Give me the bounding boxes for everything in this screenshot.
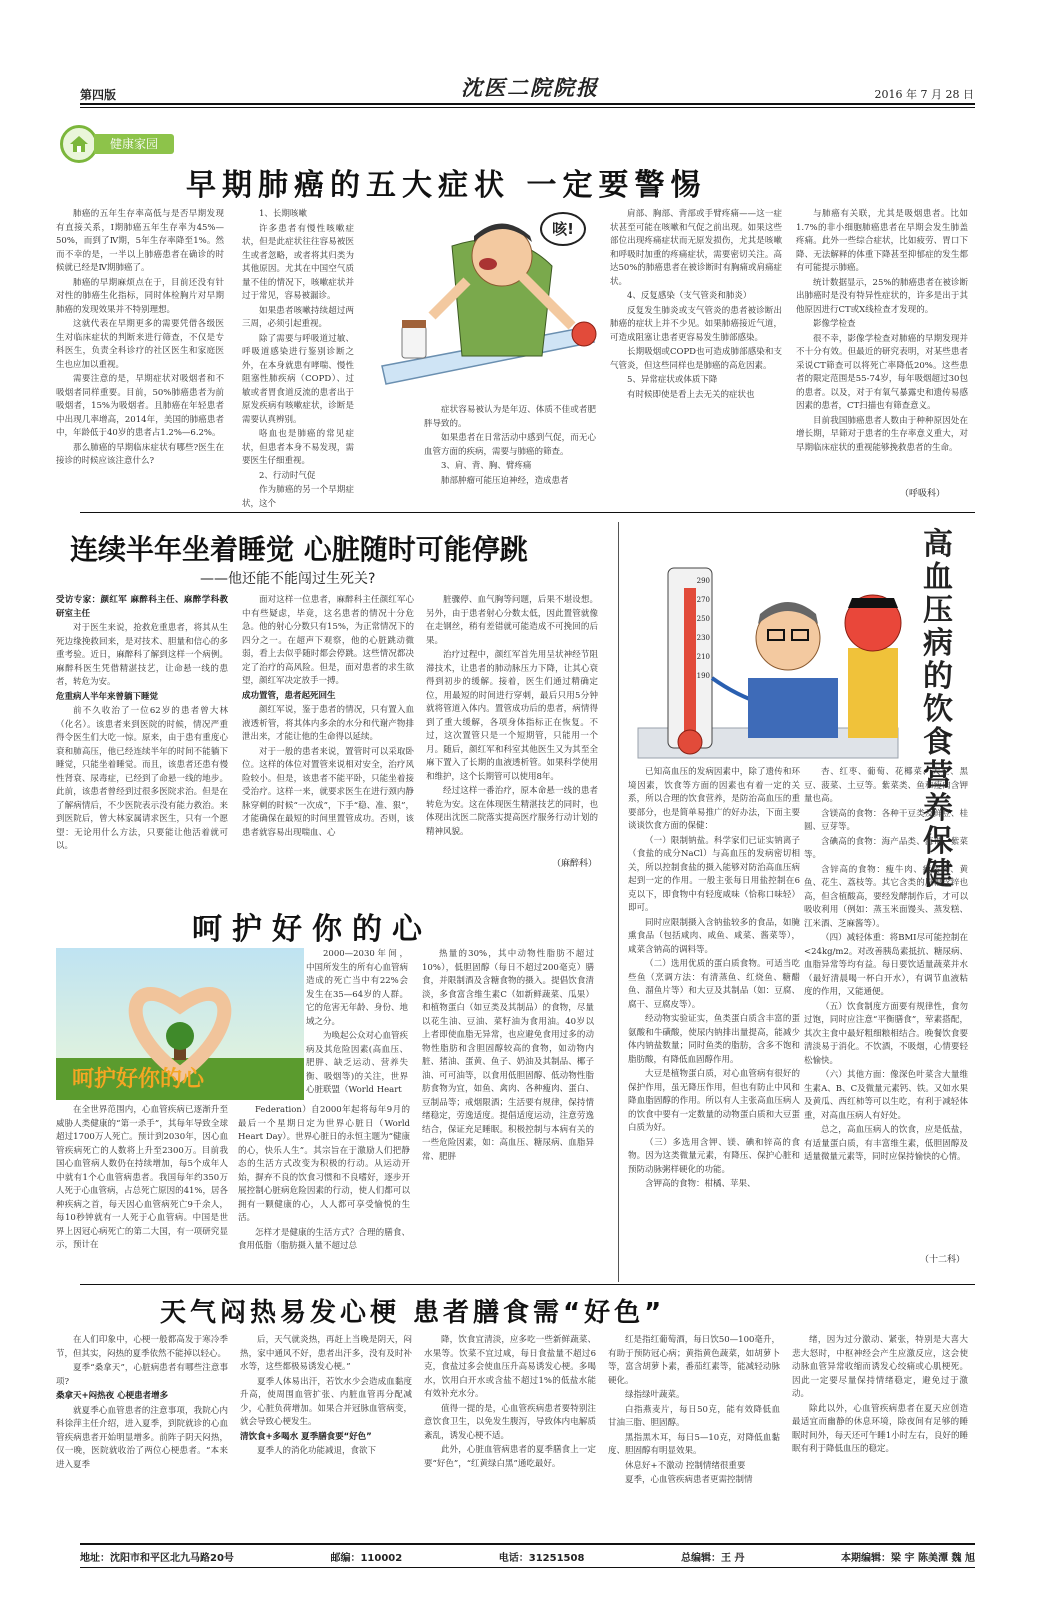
title-char: 食: [923, 725, 953, 760]
paragraph: 清饮食+多喝水 夏季膳食要“好色”: [240, 1431, 372, 1442]
gauge-tick: 270: [696, 596, 710, 604]
paragraph: 那么肺癌的早期临床症状有哪些?医生在接诊的时候应该注意什么?: [56, 442, 224, 466]
paragraph: 危重病人半年来曾躺下睡觉: [56, 691, 159, 702]
paragraph: 前不久收治了一位62岁的患者曾大林（化名）。该患者来到医院的时候，情况严重得令医生们大吃一惊。原来，由于患有重度心衰和肺高压，他已经连续半年的时间不能躺下睡觉，只能坐着睡觉。而且，该患者还患有慢性肾衰、尿毒症，已经到了命悬一线的地步。此前，该患者曾经到过很多医院求治。但是在了解病情后，不少医院表示没有能力救治。来到医院后，曾大林家属请求医生，只有一个愿望：无论用什么方法，只要能让他活着就可以。: [56, 706, 228, 851]
article2-title: 连续半年坐着睡觉 心脏随时可能停跳: [70, 533, 528, 566]
issue-date: 2016 年 7 月 28 日: [874, 88, 974, 101]
article5-title: 天气闷热易发心梗 患者膳食需“好色”: [160, 1298, 666, 1328]
paragraph: （一）限制钠盐。科学家们已证实钠离子（食盐的成分NaCl）与高血压的发病密切相关，所以控制食盐的摄入能够对防治高血压病起到一定的作用。一般主张每日用盐控制在6克以下，即食物中有轻度咸味（恰称口味轻）即可。: [628, 835, 800, 913]
paragraph: 为唤起公众对心血管疾病及其危险因素(高血压、肥胖、缺乏运动、营养失衡、吸烟等)的关注，世界心脏联盟（World Heart: [306, 1031, 409, 1095]
paragraph: 如果患者咳嗽持续超过两三周，必须引起重视。: [242, 305, 354, 329]
paragraph: 有时候即使是看上去无关的症状也: [627, 389, 755, 400]
paragraph: 如果患者在日常活动中感到气促，而无心血管方面的疾病，需要与肺癌的筛查。: [424, 433, 596, 457]
paragraph: 许多患者有慢性咳嗽症状，但是此症状往往容易被医生或者忽略，或者将其归类为其他原因。尤其在中国空气质量不佳的情况下，咳嗽症状并过于常见，容易被漏诊。: [242, 223, 354, 301]
paragraph: 受访专家：颜红军 麻醉科主任、麻醉学科教研室主任: [56, 595, 228, 619]
paragraph: 脏骤停、血气胸等问题，后果不堪设想。另外，由于患者射心分数太低，因此置管就像在走钢丝，稍有差错就可能造成不可挽回的后果。: [426, 595, 598, 646]
cough-speech-bubble: 咳!: [540, 212, 586, 246]
article4-col1: [306, 948, 408, 1104]
paragraph: 红是指红葡萄酒，每日饮50—100毫升，有助于预防冠心病；黄指黄色蔬菜，如胡萝卜等，富含胡萝卜素，番茄红素等，能减轻动脉硬化。: [608, 1335, 780, 1386]
gauge-tick: 290: [696, 577, 710, 585]
paragraph: 经过这样一番治疗，原本命悬一线的患者转危为安。这在体现医生精湛技艺的同时，也体现出沈医二院落实提高医疗服务行动计划的精神风貌。: [426, 786, 598, 837]
paragraph: 对于一般的患者来说，置管时可以采取卧位。这样的体位对置管来说相对安全，治疗风险较小。但是，该患者不能平卧，只能坐着接受治疗。这样一来，就要求医生在进行颈内静脉穿刺的时候“一次成”，下手“稳、准、狠”，才能确保在最短的时间里置管成功。否则，该患者就容易出现喘血、心: [242, 746, 414, 838]
paragraph: 肺癌的五年生存率高低与是否早期发现有直接关系，Ⅰ期肺癌五年生存率为45%—50%，而到了Ⅳ期，5年生存率降至1%。然而不幸的是，一半以上肺癌患者在确诊的时候就已经是Ⅳ期肺癌了。: [56, 209, 224, 273]
paragraph: 5、异常症状或体质下降: [627, 375, 718, 385]
paragraph: 肺部肿瘤可能压迫神经，造成患者: [441, 475, 569, 486]
paragraph: 治疗过程中，颜红军首先用呈状神经节阻滞技术，让患者的肺动脉压力下降，让其心衰得到初步的缓解。接着，医生们通过精确定位，用最短的时间进行穿刺，最后只用5分钟就将管道入体内。置管成功后的患者，病情得到了重大缓解，各项身体指标正在恢复。不过，这次置管只是一个短期管，只能用一个月。随后，颜红军和科室其他医生又为其至全麻下置入了长期的血液透析管。如果科学使用和维护，这个长期管可以使用8年。: [426, 650, 598, 782]
gauge-tick: 210: [696, 653, 710, 661]
divider-rule-1: [80, 512, 975, 513]
section-tag: [60, 124, 174, 164]
photo-caption: 呵护好你的心: [72, 1067, 205, 1092]
paragraph: 桑拿天+闷热夜 心梗患者增多: [56, 1391, 169, 1401]
article5-col4: [608, 1334, 780, 1538]
article2-col2: [242, 594, 414, 886]
article2-subtitle: ——他还能不能闯过生死关?: [200, 571, 376, 587]
blood-pressure-illustration: [628, 528, 906, 764]
article5-col5: [792, 1334, 968, 1538]
paragraph: 降，饮食宜清淡，应多吃一些新鲜蔬菜、水果等。饮菜不宜过咸，每日食盐量不超过6克，食盐过多会使血压升高易诱发心梗。多喝水，饮用白开水或含盐不超过1%的低盐水能有效补充水分。: [424, 1335, 596, 1399]
paragraph: 1、长期咳嗽: [259, 209, 307, 219]
paragraph: 症状容易被认为是年迈、体质不佳或者肥胖导致的。: [424, 405, 596, 429]
article3-col2: [804, 766, 968, 1236]
divider-rule-2: [80, 1284, 975, 1285]
paragraph: 面对这样一位患者，麻醉科主任颜红军心中有些疑虑，毕竟，这名患者的情况十分危急。他的射心分数只有15%，为正常情况下的四分之一。在超声下观察，他的心脏跳动微弱，看上去似乎随时都会停跳。这些情况都决定了治疗的高风险。但是，面对患者的求生欲望，颜红军决定放手一搏。: [242, 595, 414, 686]
paragraph: 大豆是植物蛋白质，对心血管病有很好的保护作用，虽无降压作用，但也有防止中风和降血脂固醇的作用。所以有人主张高血压病人的饮食中要有一定数量的动物蛋白质和大豆蛋白质为好。: [628, 1069, 800, 1133]
paragraph: 含钾高的食物：柑橘、苹果、: [645, 1179, 756, 1189]
title-char: 健: [923, 857, 953, 892]
article4-title: 呵护好你的心: [192, 912, 432, 947]
header-rule: [80, 103, 975, 105]
title-char: 血: [923, 560, 953, 595]
paragraph: 除此以外，心血管疾病患者在夏天应创造最适宜而幽静的休息环境，除夜间有足够的睡眠时间外，每天还可午睡1小时左右，良好的睡眠有利于降低血压的稳定。: [792, 1403, 968, 1454]
article1-title: 早期肺癌的五大症状 一定要警惕: [186, 168, 707, 203]
paragraph: 值得一提的是，心血管疾病患者要特别注意饮食卫生，以免发生腹泻，导致体内电解质紊乱，诱发心梗不适。: [424, 1403, 596, 1441]
paragraph: 就夏季心血管患者的注意事项，我院心内科徐萍主任介绍，进入夏季，到院就诊的心血管疾病患者开始明显增多。前阵子阴天闷热，仅一晚，医院就收治了两位心梗患者。“本来进入夏季: [56, 1405, 228, 1470]
paragraph: 统计数据显示，25%的肺癌患者在被诊断出肺癌时是没有特异性症状的，许多是出于其他原因进行CT或X线检查才发现的。: [796, 277, 968, 315]
paragraph: 白指燕麦片，每日50克，能有效降低血甘油三脂、胆固醇。: [608, 1404, 780, 1428]
article1-col5: [796, 208, 968, 484]
paragraph: 在人们印象中，心梗一般都高发于寒冷季节，但其实，闷热的夏季依然不能掉以轻心。: [56, 1335, 228, 1359]
paragraph: 这就代表在早期更多的需要凭借各级医生对临床症状的判断来进行筛查，不仅是专科医生，负责全科诊疗的社区医生和家庭医生也应加以重视。: [56, 319, 224, 370]
paragraph: （二）选用优质的蛋白质食物。可适当吃些鱼（烹调方法：有清蒸鱼、红烧鱼、糖醋鱼、溜鱼片等）和大豆及其制品（如：豆腐、腐干、豆腐皮等）。: [628, 959, 800, 1010]
paragraph: 4、反复感染（支气管炎和肺炎）: [627, 291, 752, 301]
paragraph: 夏季，心血管疾病患者更需控制情: [625, 1475, 753, 1485]
paragraph: 绿指绿叶蔬菜。: [625, 1390, 685, 1400]
paragraph: 3、肩、背、胸、臂疼痛: [441, 461, 532, 471]
paragraph: 夏季“桑拿天”，心脏病患者有哪些注意事项?: [56, 1363, 228, 1387]
paragraph: 咯血也是肺癌的常见症状，但患者本身不易发现，需要医生仔细重视。: [242, 429, 354, 466]
house-icon: [60, 125, 98, 163]
section-tag-label: 健康家园: [94, 134, 174, 154]
paragraph: 总之，高血压病人的饮食，应是低盐，有适量蛋白质，有丰富维生素，低胆固醇及适量微量元素等，同时应保持愉快的心情。: [804, 1125, 968, 1162]
paragraph: 黑指黑木耳，每日5—10克，对降低血黏度、胆固醇有明显效果。: [608, 1432, 780, 1456]
paragraph: 肺癌的早期麻烦点在于，目前还没有针对性的肺癌生化指标，同时体检胸片对早期肺癌的发现效果并不特别理想。: [56, 277, 224, 315]
coughing-man-illustration: [362, 206, 602, 402]
article1-col3: [424, 404, 596, 500]
footer-issue-editors: 本期编辑：梁 宇 陈美潭 魏 旭: [841, 1552, 975, 1564]
title-char: 养: [923, 791, 953, 826]
paragraph: 成功置管，患者起死回生: [242, 690, 336, 701]
article3-col1: [628, 766, 800, 1270]
title-char: 病: [923, 626, 953, 661]
paragraph: 休息好+不激动 控制情绪很重要: [625, 1460, 746, 1471]
paragraph: （三）多选用含钾、镁、碘和锌高的食物。因为这类微量元素，有降压、保护心脏和预防动脉粥样硬化的功能。: [628, 1137, 800, 1175]
paragraph: 在全世界范围内，心血管疾病已逐渐升至威胁人类健康的“第一杀手”，其每年导致全球超过1700万人死亡。预计到2030年，因心血管疾病死亡的人数将上升至2300万。目前我国心血管病人数仍在持续增加，每5个成年人中就有1个心血管病患者。我国每年约350万人死于心血管病，占总死亡原因的41%，居各种疾病之首，每天因心血管病死亡9千余人，每10秒钟就有一人死于心血管病。中国是世界上因冠心病死亡的第二大国，有一项研究显示，预计在: [56, 1105, 228, 1250]
paragraph: 已知高血压的发病因素中，除了遗传和环境因素，饮食等方面的因素也有着一定的关系，所以合理的饮食营养，是防治高血压的重要部分，也是简单易推广的好办法，下面主要谈谈饮食方面的保健：: [628, 767, 800, 831]
title-char: 营: [923, 758, 953, 793]
paragraph: 对于医生来说，抢救危重患者，将其从生死边缘挽救回来，是对技术、胆量和信心的多重考验。近日，麻醉科了解到这样一个病例。麻醉科医生凭借精湛技艺，让命悬一线的患者，转危为安。: [56, 623, 228, 687]
footer: [80, 1547, 975, 1565]
paragraph: 后，天气就炎热，再赶上当晚是阴天，闷热，家中通风不好，患者出汗多，没有及时补水等，这些都极易诱发心梗。”: [240, 1335, 412, 1372]
paragraph: 目前我国肺癌患者人数由于种种原因处在增长期，早筛对于患者的生存率意义重大，对早期临床症状的重视能够挽救患者的生命。: [796, 415, 968, 453]
paragraph: 怎样才是健康的生活方式？合理的膳食、食用低脂（脂肪摄入量不超过总: [238, 1227, 410, 1251]
paragraph: 反复发生肺炎或支气管炎的患者被诊断出肺癌的症状上并不少见。如果肺癌接近气道，可造成阻塞让患者更容易发生肺部感染。: [610, 305, 782, 343]
paragraph: 同时应限制摄入含钠盐较多的食品，如腌熏食品（包括咸肉、咸鱼、咸菜、酱菜等），咸菜含钠高的调料等。: [628, 917, 800, 955]
paragraph: 2、行动时气促: [259, 470, 316, 481]
article1-col1: [56, 208, 224, 500]
heart-hands-photo: [56, 948, 304, 1100]
article1-signature: （呼吸科）: [900, 489, 946, 499]
paragraph: （四）减轻体重：将BMI尽可能控制在<24kg/m2。对改善胰岛素抵抗、糖尿病、血脂异常等均有益。每日要饮适量蔬菜并水（最好清晨喝一杯白开水），有调节血液粘度的作用，又能通便。: [804, 933, 968, 997]
paragraph: 很不幸，影像学检查对肺癌的早期发现并不十分有效。但最近的研究表明，对某些患者采说CT筛查可以将死亡率降低20%。这些患者的限定范围是55-74岁，每年吸烟超过30包的患者。以及，对于有氧气暴露史和遗传易感因素的患者，CT扫描也有筛查意义。: [796, 333, 968, 411]
paragraph: 作为肺癌的另一个早期症状，这个: [242, 485, 354, 509]
paragraph: 含镁高的食物：各种干豆类及鲜豆、桂圆、豆芽等。: [804, 808, 968, 832]
paragraph: （五）饮食制度方面要有规律性，食勿过饱，同时应注意“平衡膳食”，荤素搭配，其次主食中最好粗细粮相结合。晚餐饮食要清淡易于消化。不饮酒，不吸烟，心情要轻松愉快。: [804, 1001, 968, 1066]
paragraph: 除了需要与呼吸道过敏、呼吸道感染进行鉴别诊断之外，在本身就患有哮喘、慢性阻塞性肺疾病（COPD）、过敏或者胃食道反流的患者出于原发疾病有咳嗽症状，诊断是需要认真辨别。: [242, 333, 354, 425]
paragraph: 2000—2030年间，中国所发生的所有心血管病造成的死亡当中有22%会发生在35—64岁的人群。它的危害无年龄、身份、地域之分。: [306, 949, 409, 1027]
footer-rule: [80, 1543, 975, 1545]
column-divider: [618, 522, 619, 1282]
article2-signature: （麻醉科）: [552, 859, 598, 869]
paragraph: 需要注意的是，早期症状对吸烟者和不吸烟者同样重要。目前，50%肺癌患者为前吸烟者，15%为吸烟者。且肺癌在年轻患者中出现几率增高，2014年，美国的肺癌患者中，年龄低于40岁的患者占1.2%—6.2%。: [56, 374, 224, 438]
footer-postcode: 邮编：110002: [330, 1552, 403, 1564]
paragraph: 此外，心脏血管病患者的夏季膳食上一定要“好色”，“红黄绿白黑”通吃最好。: [424, 1445, 596, 1469]
footer-rule-bottom: [80, 1567, 975, 1568]
paragraph: 经动物实验证实，鱼类蛋白质含丰富的蛋氨酸和牛磺酸，使尿内钠排出量提高，能减少体内钠盐数量；同时鱼类的脂肪，含多不饱和脂肪酸，有降低血固醇作用。: [628, 1014, 800, 1065]
paragraph: （六）其他方面：像深色叶菜含大量维生素A、B、C及微量元素钙、铁。又如水果及黄瓜、西红柿等可以生吃，有利于减轻体重，对高血压病人有好处。: [804, 1070, 968, 1121]
article4-col4: [422, 948, 594, 1270]
gauge-tick: 230: [696, 634, 710, 642]
article2-col1: [56, 594, 228, 886]
paragraph: 与肺癌有关联，尤其是吸烟患者。比如1.7%的非小细胞肺癌患者在早期会发生肺盖疼痛。此外一些综合症状，比如疲劳、胃口下降、无法解释的体重下降甚至抑郁症的发生都有可能提示肺癌。: [796, 209, 968, 273]
paragraph: Federation）自2000年起将每年9月的最后一个星期日定为世界心脏日（World Heart Day）。世界心脏日的永恒主题为“健康的心，快乐人生”。其宗旨在于激励人们把静态的生活方式改变为积极的行动。从运动开始，摒弃不良的饮食习惯和不良嗜好，逐步开展控制心脏病危险因素的行动，使人们都可以拥有一颗健康的心，人人都可享受愉悦的生活。: [238, 1105, 410, 1223]
title-char: 饮: [923, 692, 953, 727]
article2-col3: [426, 594, 598, 866]
footer-phone: 电话：31251508: [498, 1552, 585, 1564]
title-char: 的: [923, 659, 953, 694]
article4-col3: [238, 1104, 410, 1254]
footer-chief-editor: 总编辑：王 丹: [680, 1552, 745, 1564]
paragraph: 夏季人体易出汗，若饮水少会造成血黏度升高，使周围血管扩张、内脏血管再分配减少，心脏负荷增加。如果合并冠脉血管病变，就会导致心梗发生。: [240, 1376, 412, 1427]
paragraph: 热量的30%，其中动物性脂肪不超过10%），低胆固醇（每日不超过200毫克）膳食，并限制酒及含糖食物的摄入。提倡饮食清淡，多食富含维生素C（如新鲜蔬菜、瓜果）和植物蛋白（如豆类及其制品）的食物，尽量以花生油、豆油、菜籽油为食用油。40岁以上者即使血脂无异常，也应避免食用过多的动物性脂肪和含胆固醇较高的食物，如动物内脏、猪油、蛋黄、鱼子、奶油及其制品、椰子油、可可油等，以食用低胆固醇、低动物性脂肪食物为宜，如鱼、禽肉、各种瘦肉、蛋白、豆制品等；戒烟限酒；生活要有规律，保持情绪稳定，劳逸适度。提倡适度运动，注意劳逸结合，保证充足睡眠。积极控制与本病有关的一些危险因素，如：高血压、糖尿病、血脂异常、肥胖: [422, 949, 594, 1162]
article4-col2: [56, 1104, 228, 1254]
gauge-tick: 250: [696, 615, 710, 623]
paragraph: 颜红军说，鉴于患者的情况，只有置入血液透析管，将其体内多余的水分和代谢产物排泄出来，才能让他的生命得以延续。: [242, 705, 414, 742]
paragraph: 影像学检查: [813, 319, 856, 329]
paragraph: 肩部、胸部、背部或手臂疼痛——这一症状甚至可能在咳嗽和气促之前出现。如果这些部位出现疼痛症状而无原发损伤，尤其是咳嗽和呼吸时加重的疼痛症状，需要密切关注。高达50%的肺癌患者在被诊断时有胸痛或肩痛症状。: [610, 209, 782, 287]
title-char: 高: [923, 527, 953, 562]
paper-name: 沈医二院院报: [461, 75, 599, 100]
article1-col4: [610, 208, 782, 500]
paragraph: 夏季人的消化功能减退，食欲下: [257, 1446, 377, 1456]
paragraph: 绪，因为过分激动、紧张，特别是大喜大悲大怒时，中枢神经会产生应激反应，这会使动脉血管异常收缩而诱发心绞痛或心肌梗死。因此一定要尽量保持情绪稳定，避免过于激动。: [792, 1335, 968, 1399]
edition-label: 第四版: [80, 88, 117, 102]
paragraph: 长期吸烟或COPD也可造成肺部感染和支气管炎，但这些同样也是肺癌的高危因素。: [610, 347, 782, 371]
title-char: 压: [923, 593, 953, 628]
title-char: 保: [923, 824, 953, 859]
article5-col2: [240, 1334, 412, 1538]
footer-address: 地址：沈阳市和平区北九马路20号: [80, 1552, 234, 1564]
article3-signature: （十二科）: [920, 1255, 966, 1265]
article1-col2: [242, 208, 354, 509]
article5-col1: [56, 1334, 228, 1538]
paragraph: 杏、红枣、葡萄、花椰菜、大豆、黑豆、菠菜、土豆等。紫菜类、鱼和瘦肉含钾量也高。: [804, 767, 968, 804]
gauge-tick: 190: [696, 672, 710, 680]
paragraph: 含锌高的食物：瘦牛肉、瘦猪肉、黄鱼、花生、荔枝等。其它含类的原粮含锌也高，但含植酸高，要经发酵制作后，才可以吸收利用（例如：蒸玉米面馒头、蒸发糕、江米酒、芝麻酱等）。: [804, 864, 968, 929]
paragraph: 含碘高的食物：海产品类、海带、紫菜等。: [804, 836, 968, 860]
header-rule-thin: [80, 107, 975, 108]
article5-col3: [424, 1334, 596, 1538]
